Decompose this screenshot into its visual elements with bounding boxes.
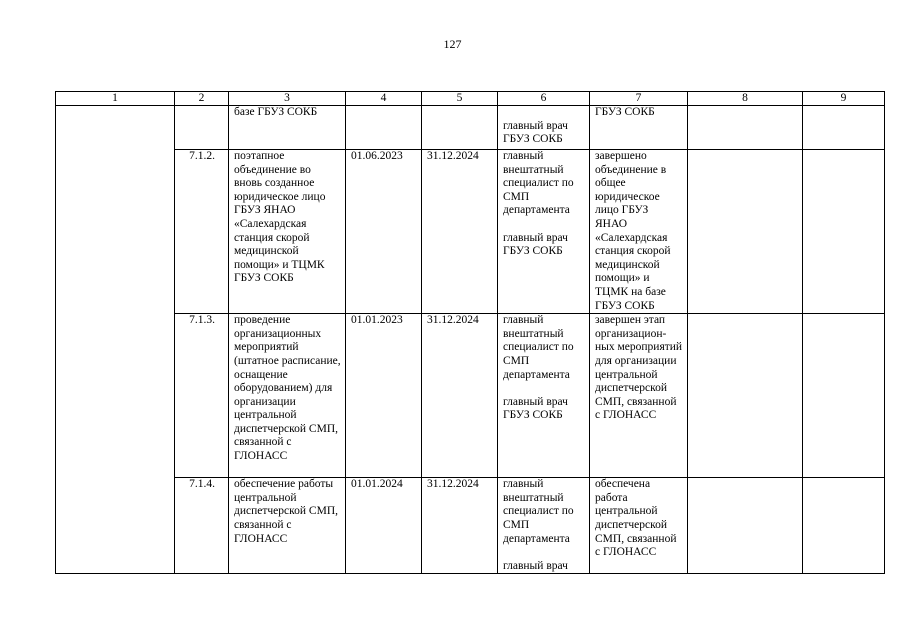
- header-row: [56, 92, 885, 106]
- cell-end: 31.12.2024: [422, 314, 498, 478]
- cell-num: [175, 106, 229, 150]
- cell-result: ГБУЗ СОКБ: [590, 106, 688, 150]
- cell-activity: обеспечение работы центральной диспетчерской СМП, связанной с ГЛОНАСС: [229, 478, 346, 574]
- header-col-3: 3: [229, 92, 346, 106]
- cell-end: 31.12.2024: [422, 478, 498, 574]
- table-row: [56, 478, 885, 574]
- cell-result: обеспечена работа центральной диспетчерской СМП, связанной с ГЛОНАСС: [590, 478, 688, 574]
- cell-num: 7.1.4.: [175, 478, 229, 574]
- responsible-text: главный внештатный специалист по СМП департамента: [503, 478, 574, 545]
- cell-col-8: [688, 150, 803, 314]
- responsible-text: главный внештатный специалист по СМП департамента: [503, 314, 574, 381]
- cell-responsible: [498, 150, 590, 314]
- header-col-7: 7: [590, 92, 688, 106]
- header-col-8: 8: [688, 92, 803, 106]
- cell-result: завершено объединение в общее юридическое лицо ГБУЗ ЯНАО «Салехардская станция скорой медицинской помощи» и ТЦМК на базе ГБУЗ СОКБ: [590, 150, 688, 314]
- cell-num: 7.1.3.: [175, 314, 229, 478]
- cell-col-9: [803, 150, 885, 314]
- table-row: [56, 106, 885, 150]
- header-col-4: 4: [346, 92, 422, 106]
- cell-responsible: [498, 314, 590, 478]
- cell-col-8: [688, 314, 803, 478]
- cell-start: 01.01.2024: [346, 478, 422, 574]
- page-number: 127: [443, 37, 462, 51]
- cell-start: 01.01.2023: [346, 314, 422, 478]
- header-col-5: 5: [422, 92, 498, 106]
- cell-responsible: [498, 106, 590, 150]
- cell-col-9: [803, 106, 885, 150]
- header-col-2: 2: [175, 92, 229, 106]
- cell-activity: базе ГБУЗ СОКБ: [229, 106, 346, 150]
- cell-activity: проведение организационных мероприятий (штатное расписание, оснащение оборудованием) для организации центральной диспетчерской СМП, связанной с ГЛОНАСС: [229, 314, 346, 478]
- cell-col-8: [688, 106, 803, 150]
- cell-responsible: [498, 478, 590, 574]
- plan-table: [55, 91, 885, 574]
- table-row: [56, 150, 885, 314]
- table-row: [56, 314, 885, 478]
- header-col-6: 6: [498, 92, 590, 106]
- responsible-text: главный внештатный специалист по СМП департамента: [503, 150, 574, 217]
- cell-num: 7.1.2.: [175, 150, 229, 314]
- responsible-text: главный врач ГБУЗ СОКБ: [503, 395, 568, 422]
- header-col-9: 9: [803, 92, 885, 106]
- responsible-text: главный врач ГБУЗ СОКБ: [503, 119, 568, 146]
- cell-activity: поэтапное объединение во вновь созданное юридическое лицо ГБУЗ ЯНАО «Салехардская станция скорой медицинской помощи» и ТЦМК ГБУЗ СОКБ: [229, 150, 346, 314]
- cell-end: 31.12.2024: [422, 150, 498, 314]
- cell-start: [346, 106, 422, 150]
- cell-col-1-merged: [56, 106, 175, 574]
- header-col-1: 1: [56, 92, 175, 106]
- responsible-text: главный врач ГБУЗ СОКБ: [503, 231, 568, 258]
- cell-col-8: [688, 478, 803, 574]
- cell-result: завершен этап организацион-ных мероприятий для организации центральной диспетчерской СМП, связанной с ГЛОНАСС: [590, 314, 688, 478]
- cell-col-9: [803, 478, 885, 574]
- cell-col-9: [803, 314, 885, 478]
- cell-end: [422, 106, 498, 150]
- cell-start: 01.06.2023: [346, 150, 422, 314]
- responsible-text: главный врач: [503, 559, 568, 572]
